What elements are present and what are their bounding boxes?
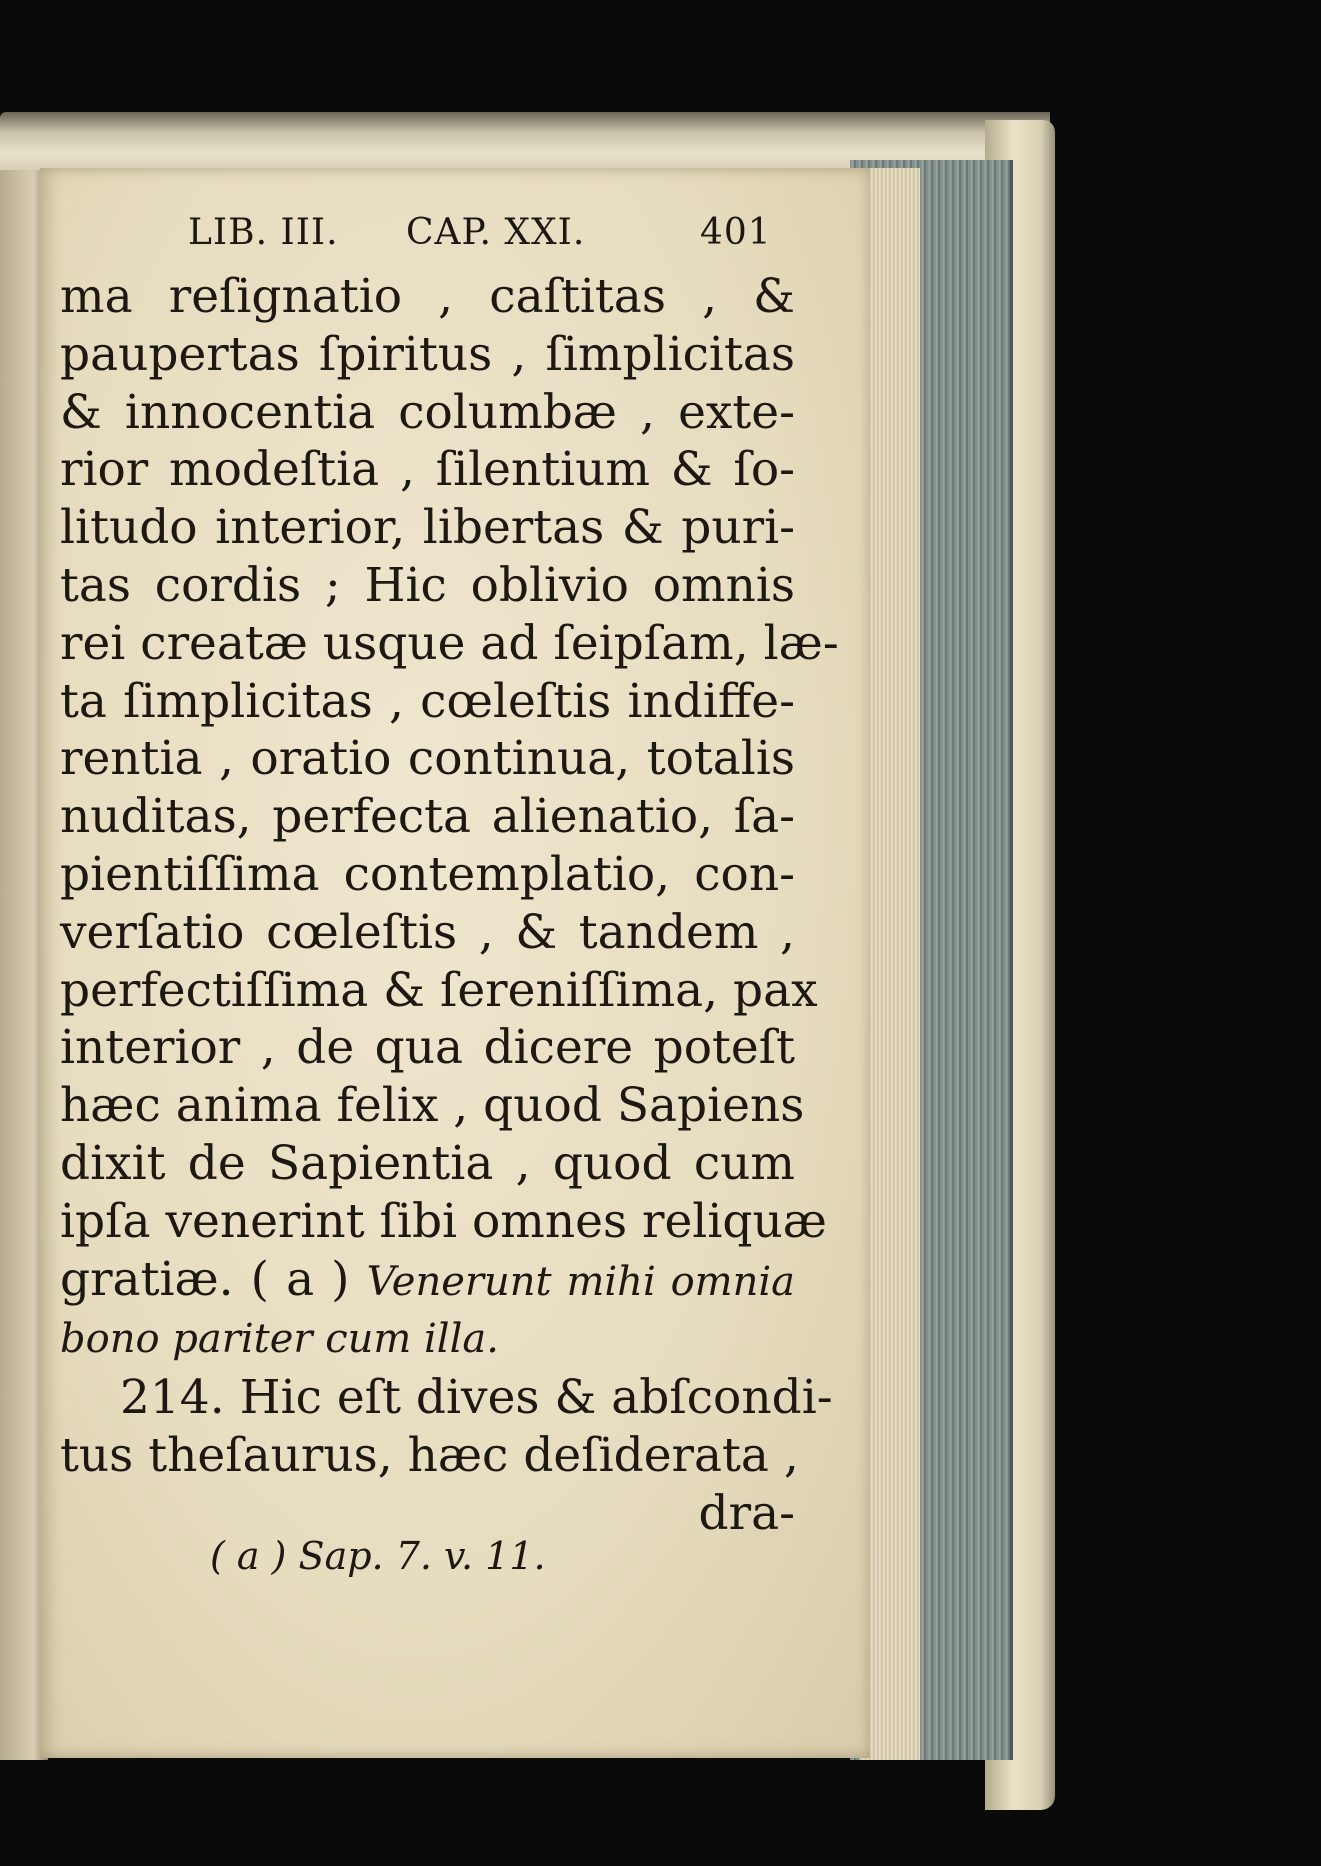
text-line: nuditas, perfecta alienatio, ſa- xyxy=(60,789,795,845)
text-line-gratiae xyxy=(60,1251,795,1312)
text-line: verſatio cœleſtis , & tandem , xyxy=(60,904,795,960)
paragraph-start: 214. Hic eſt dives & abſcondi- xyxy=(120,1370,833,1426)
catchword: dra- xyxy=(698,1485,795,1541)
text-line: ma reſignatio , caſtitas , & xyxy=(60,269,795,324)
body-text xyxy=(60,268,839,1543)
text-line: dixit de Sapientia , quod cum xyxy=(60,1135,795,1191)
footnote: ( a ) Sap. 7. v. 11. xyxy=(210,1534,546,1578)
quote-text: Venerunt mihi omnia xyxy=(366,1258,795,1305)
text-line: & innocentia columbæ , exte- xyxy=(60,384,795,440)
text-line: rior modeſtia , ſilentium & ſo- xyxy=(60,442,795,498)
text-line: ta ſimplicitas , cœleſtis indiffe- xyxy=(60,673,795,729)
text-line: tas cordis ; Hic oblivio omnis xyxy=(60,557,795,613)
text-line: tus theſaurus, hæc deſiderata , xyxy=(60,1427,799,1483)
text-line: paupertas ſpiritus , ſimplicitas xyxy=(60,326,795,382)
text-line: interior , de qua dicere poteſt xyxy=(60,1020,795,1076)
quote-text-continued: bono pariter cum illa. xyxy=(60,1316,499,1363)
chapter-label: CAP. XXI. xyxy=(406,212,586,253)
text-line: rei creatæ usque ad ſeipſam, læ- xyxy=(60,615,839,671)
text-line: pientiſſima contemplatio, con- xyxy=(60,846,795,902)
book-label: LIB. III. xyxy=(188,212,339,253)
text-line: litudo interior, libertas & puri- xyxy=(60,500,795,556)
gratiae-text: gratiæ. ( a ) xyxy=(60,1251,350,1307)
text-line: hæc anima felix , quod Sapiens xyxy=(60,1078,805,1134)
page-number: 401 xyxy=(700,212,772,253)
text-line: perfectiſſima & ſereniſſima, pax xyxy=(60,962,818,1018)
text-line: ipſa venerint ſibi omnes reliquæ xyxy=(60,1193,827,1249)
text-line: rentia , oratio continua, totalis xyxy=(60,731,795,787)
